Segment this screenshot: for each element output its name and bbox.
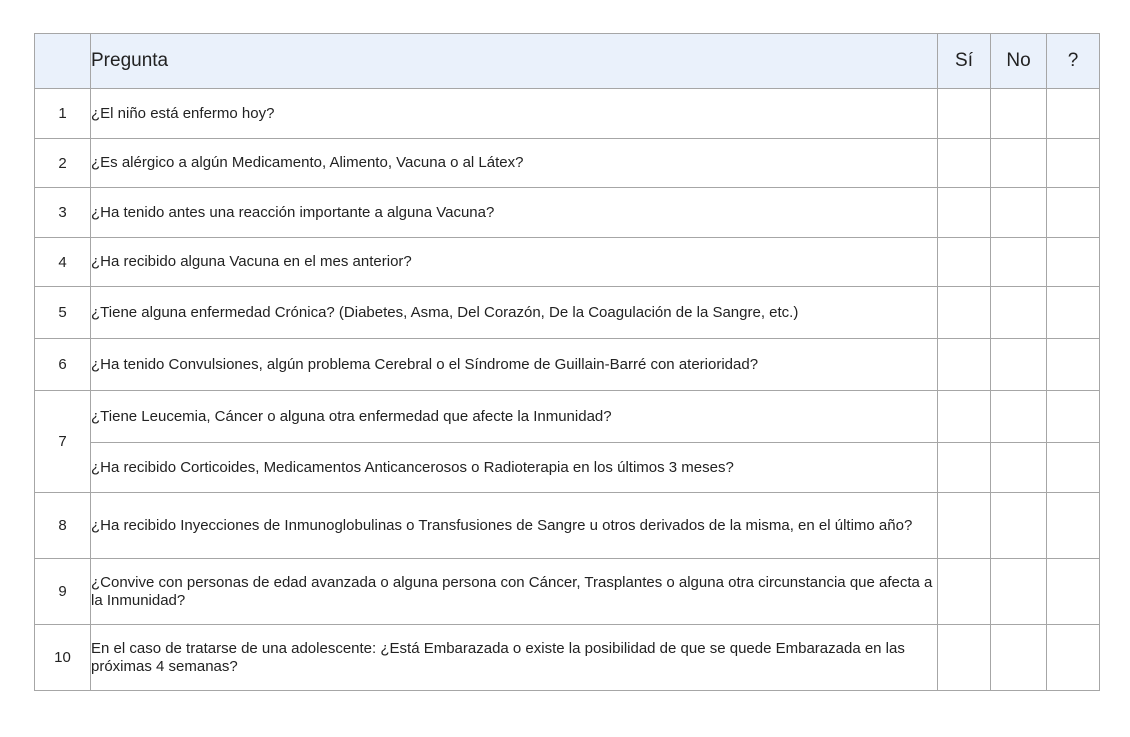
answer-unknown-cell[interactable]	[1047, 559, 1100, 625]
answer-yes-cell[interactable]	[938, 188, 991, 238]
question-text: ¿Convive con personas de edad avanzada o alguna persona con Cáncer, Trasplantes o alguna otra circunstancia que afecta a la Inmunidad?	[91, 559, 938, 625]
header-yes: Sí	[938, 34, 991, 89]
answer-no-cell[interactable]	[991, 287, 1047, 339]
question-text: ¿Es alérgico a algún Medicamento, Alimento, Vacuna o al Látex?	[91, 139, 938, 188]
table-row	[35, 89, 1100, 139]
question-text: ¿Ha recibido Corticoides, Medicamentos Anticancerosos o Radioterapia en los últimos 3 meses?	[91, 443, 938, 493]
answer-no-cell[interactable]	[991, 339, 1047, 391]
table-row	[35, 238, 1100, 287]
question-text: ¿Ha recibido Inyecciones de Inmunoglobulinas o Transfusiones de Sangre u otros derivados de la misma, en el último año?	[91, 493, 938, 559]
answer-unknown-cell[interactable]	[1047, 139, 1100, 188]
question-text: ¿El niño está enfermo hoy?	[91, 89, 938, 139]
answer-no-cell[interactable]	[991, 391, 1047, 443]
header-no: No	[991, 34, 1047, 89]
question-text: En el caso de tratarse de una adolescente: ¿Está Embarazada o existe la posibilidad de que se quede Embarazada en las próximas 4 semanas?	[91, 625, 938, 691]
row-number: 3	[35, 188, 91, 238]
table-row	[35, 287, 1100, 339]
table-row	[35, 559, 1100, 625]
answer-unknown-cell[interactable]	[1047, 287, 1100, 339]
answer-unknown-cell[interactable]	[1047, 238, 1100, 287]
row-number: 1	[35, 89, 91, 139]
answer-unknown-cell[interactable]	[1047, 339, 1100, 391]
question-text: ¿Ha recibido alguna Vacuna en el mes anterior?	[91, 238, 938, 287]
answer-yes-cell[interactable]	[938, 339, 991, 391]
table-row	[35, 139, 1100, 188]
answer-yes-cell[interactable]	[938, 238, 991, 287]
question-text: ¿Ha tenido Convulsiones, algún problema Cerebral o el Síndrome de Guillain-Barré con ateriorida​d?	[91, 339, 938, 391]
header-question: Pregunta	[91, 34, 938, 89]
answer-yes-cell[interactable]	[938, 391, 991, 443]
answer-unknown-cell[interactable]	[1047, 188, 1100, 238]
answer-unknown-cell[interactable]	[1047, 391, 1100, 443]
answer-no-cell[interactable]	[991, 89, 1047, 139]
answer-yes-cell[interactable]	[938, 559, 991, 625]
answer-unknown-cell[interactable]	[1047, 625, 1100, 691]
row-number: 5	[35, 287, 91, 339]
table-row	[35, 188, 1100, 238]
answer-no-cell[interactable]	[991, 139, 1047, 188]
answer-no-cell[interactable]	[991, 493, 1047, 559]
table-row	[35, 493, 1100, 559]
question-text: ¿Ha tenido antes una reacción importante a alguna Vacuna?	[91, 188, 938, 238]
answer-no-cell[interactable]	[991, 238, 1047, 287]
row-number: 10	[35, 625, 91, 691]
answer-no-cell[interactable]	[991, 559, 1047, 625]
answer-yes-cell[interactable]	[938, 89, 991, 139]
header-unknown: ?	[1047, 34, 1100, 89]
table-row	[35, 339, 1100, 391]
answer-yes-cell[interactable]	[938, 625, 991, 691]
row-number: 2	[35, 139, 91, 188]
row-number: 7	[35, 391, 91, 493]
answer-yes-cell[interactable]	[938, 139, 991, 188]
answer-unknown-cell[interactable]	[1047, 493, 1100, 559]
answer-no-cell[interactable]	[991, 443, 1047, 493]
row-number: 6	[35, 339, 91, 391]
answer-no-cell[interactable]	[991, 625, 1047, 691]
row-number: 9	[35, 559, 91, 625]
table-row	[35, 443, 1100, 493]
row-number: 4	[35, 238, 91, 287]
answer-unknown-cell[interactable]	[1047, 443, 1100, 493]
table-row	[35, 391, 1100, 443]
answer-unknown-cell[interactable]	[1047, 89, 1100, 139]
vaccine-screening-table	[34, 33, 1100, 691]
header-row	[35, 34, 1100, 89]
question-text: ¿Tiene alguna enfermedad Crónica? (Diabetes, Asma, Del Corazón, De la Coagulación de la Sangre, etc.)	[91, 287, 938, 339]
answer-yes-cell[interactable]	[938, 443, 991, 493]
row-number: 8	[35, 493, 91, 559]
answer-no-cell[interactable]	[991, 188, 1047, 238]
header-number	[35, 34, 91, 89]
answer-yes-cell[interactable]	[938, 287, 991, 339]
question-text: ¿Tiene Leucemia, Cáncer o alguna otra enfermedad que afecte la Inmunidad?	[91, 391, 938, 443]
table-row	[35, 625, 1100, 691]
answer-yes-cell[interactable]	[938, 493, 991, 559]
